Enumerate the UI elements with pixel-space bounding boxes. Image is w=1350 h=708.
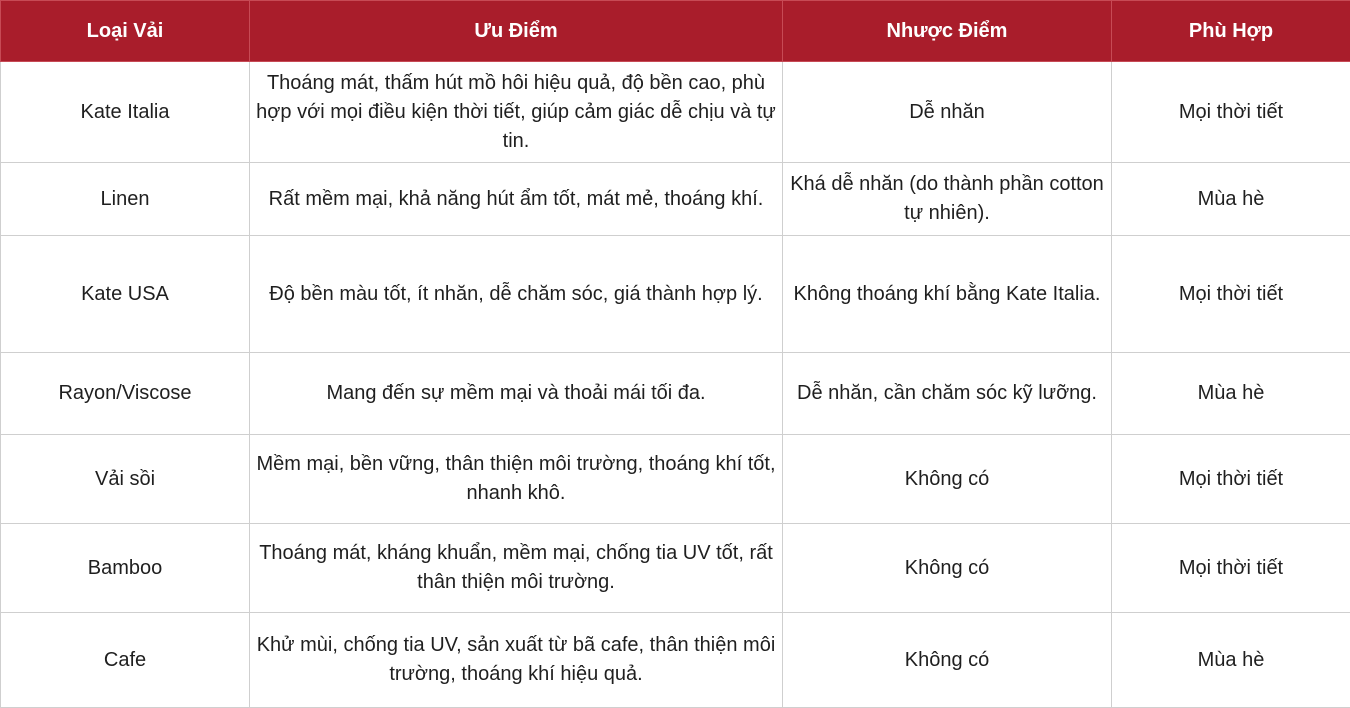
cell-fabric-type: Bamboo <box>1 524 250 613</box>
table-row <box>1 435 1350 524</box>
cell-advantages: Thoáng mát, thấm hút mồ hôi hiệu quả, độ bền cao, phù hợp với mọi điều kiện thời tiết, giúp cảm giác dễ chịu và tự tin. <box>250 62 783 163</box>
cell-fabric-type: Vải sồi <box>1 435 250 524</box>
table-body <box>1 62 1350 708</box>
cell-advantages: Mang đến sự mềm mại và thoải mái tối đa. <box>250 353 783 435</box>
header-suitable: Phù Hợp <box>1112 1 1350 62</box>
table-row <box>1 353 1350 435</box>
cell-suitable: Mọi thời tiết <box>1112 524 1350 613</box>
cell-disadvantages: Không có <box>783 435 1112 524</box>
header-advantages: Ưu Điểm <box>250 1 783 62</box>
cell-suitable: Mùa hè <box>1112 353 1350 435</box>
cell-fabric-type: Kate Italia <box>1 62 250 163</box>
cell-disadvantages: Không thoáng khí bằng Kate Italia. <box>783 236 1112 353</box>
cell-suitable: Mọi thời tiết <box>1112 236 1350 353</box>
table-row <box>1 524 1350 613</box>
cell-fabric-type: Linen <box>1 163 250 236</box>
cell-suitable: Mùa hè <box>1112 613 1350 708</box>
table-row <box>1 613 1350 708</box>
header-row <box>1 1 1350 62</box>
cell-disadvantages: Không có <box>783 524 1112 613</box>
cell-advantages: Khử mùi, chống tia UV, sản xuất từ bã cafe, thân thiện môi trường, thoáng khí hiệu quả. <box>250 613 783 708</box>
cell-disadvantages: Dễ nhăn, cần chăm sóc kỹ lưỡng. <box>783 353 1112 435</box>
cell-fabric-type: Kate USA <box>1 236 250 353</box>
cell-fabric-type: Cafe <box>1 613 250 708</box>
header-fabric-type: Loại Vải <box>1 1 250 62</box>
cell-suitable: Mùa hè <box>1112 163 1350 236</box>
cell-disadvantages: Dễ nhăn <box>783 62 1112 163</box>
header-disadvantages: Nhược Điểm <box>783 1 1112 62</box>
table-row <box>1 62 1350 163</box>
cell-advantages: Độ bền màu tốt, ít nhăn, dễ chăm sóc, giá thành hợp lý. <box>250 236 783 353</box>
cell-fabric-type: Rayon/Viscose <box>1 353 250 435</box>
cell-disadvantages: Khá dễ nhăn (do thành phần cotton tự nhiên). <box>783 163 1112 236</box>
cell-advantages: Mềm mại, bền vững, thân thiện môi trường, thoáng khí tốt, nhanh khô. <box>250 435 783 524</box>
table-header <box>1 1 1350 62</box>
cell-suitable: Mọi thời tiết <box>1112 62 1350 163</box>
cell-suitable: Mọi thời tiết <box>1112 435 1350 524</box>
table-row <box>1 163 1350 236</box>
table-row <box>1 236 1350 353</box>
cell-advantages: Rất mềm mại, khả năng hút ẩm tốt, mát mẻ, thoáng khí. <box>250 163 783 236</box>
cell-disadvantages: Không có <box>783 613 1112 708</box>
cell-advantages: Thoáng mát, kháng khuẩn, mềm mại, chống tia UV tốt, rất thân thiện môi trường. <box>250 524 783 613</box>
